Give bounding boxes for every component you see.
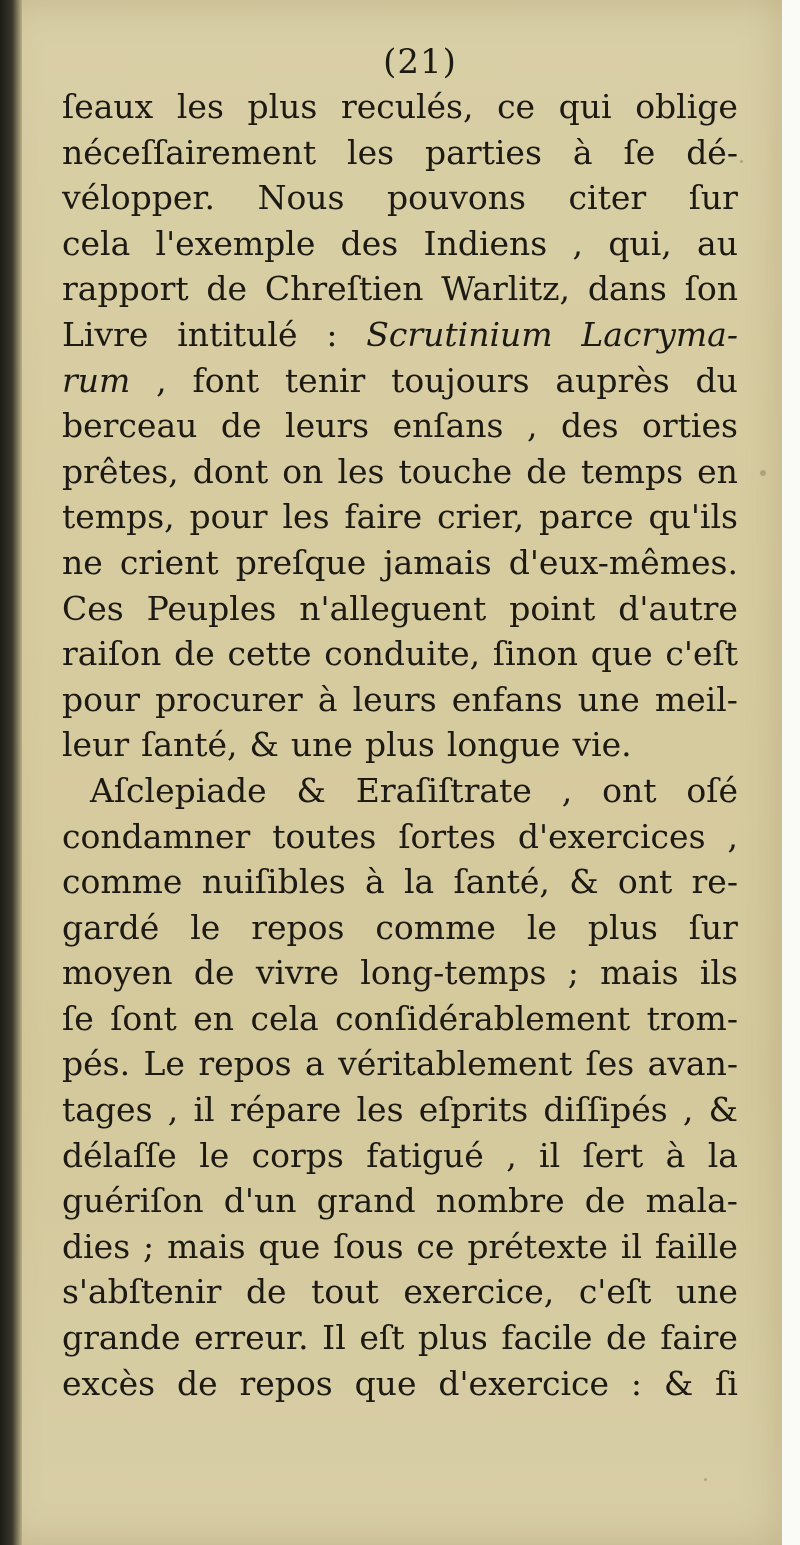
word: à	[365, 862, 385, 902]
word: erreur.	[194, 1318, 309, 1358]
word: leurs	[285, 406, 370, 446]
word: excès	[62, 1363, 156, 1403]
word: Ces	[62, 588, 124, 628]
word: ,	[167, 1090, 179, 1130]
word: long-temps	[360, 953, 547, 993]
text-lines	[62, 84, 738, 1406]
word: longue	[446, 725, 561, 765]
word: guériſon	[62, 1181, 204, 1221]
word: les	[347, 132, 395, 172]
word: comme	[62, 862, 183, 902]
ink-speck	[704, 1478, 707, 1481]
word: plus	[364, 725, 435, 765]
word: leur	[62, 725, 130, 765]
word: vélopper.	[62, 178, 216, 218]
word: diſſipés	[543, 1090, 668, 1130]
word: ,	[156, 360, 167, 400]
text-line	[62, 586, 738, 632]
word: orties	[642, 406, 738, 446]
word: toutes	[272, 816, 377, 856]
word: ſanté,	[453, 862, 550, 902]
word: une	[675, 1272, 738, 1312]
word: mala-	[645, 1181, 738, 1221]
word: d'un	[223, 1181, 297, 1221]
word: Livre	[62, 314, 149, 354]
word: Le	[143, 1044, 185, 1084]
word: que	[354, 1363, 417, 1403]
word: exercice,	[403, 1272, 555, 1312]
word: des	[340, 223, 399, 263]
word: cela	[250, 998, 319, 1038]
word: vivre	[255, 953, 339, 993]
word: de	[526, 451, 567, 491]
text-line	[62, 1315, 738, 1361]
word: Chreſtien	[264, 269, 424, 309]
text-line	[62, 814, 738, 860]
word: véritablement	[338, 1044, 573, 1084]
word: ſeaux	[62, 87, 154, 126]
word: du	[695, 360, 738, 400]
word: auprès	[555, 360, 670, 400]
word: les	[282, 497, 330, 537]
word: procurer	[155, 679, 303, 719]
text-line	[62, 1178, 738, 1224]
word: en	[697, 451, 738, 491]
word: la	[403, 862, 435, 902]
word: repos	[198, 1044, 292, 1084]
text-line	[62, 449, 738, 495]
word: nombre	[435, 1181, 565, 1221]
word: leurs	[352, 679, 437, 719]
word: crient	[119, 542, 219, 582]
word: ce	[416, 1226, 455, 1266]
word: que	[590, 634, 653, 674]
word: :	[630, 1363, 643, 1403]
word: Indiens	[423, 223, 548, 263]
text-line	[62, 1041, 738, 1087]
page-text	[62, 40, 738, 1406]
word: plus	[247, 87, 318, 126]
word: Eraſiſtrate	[355, 770, 532, 810]
text-line	[62, 722, 738, 768]
word: prêtes,	[62, 451, 179, 491]
word: à	[317, 679, 338, 719]
word: ſanté,	[141, 725, 238, 765]
text-line	[62, 540, 738, 586]
word: conſidérablement	[335, 998, 631, 1038]
word: pés.	[62, 1044, 131, 1084]
text-line	[62, 768, 738, 814]
word: preſque	[235, 542, 367, 582]
word: fatigué	[366, 1135, 484, 1175]
word: rapport	[62, 269, 189, 309]
word: plus	[587, 907, 658, 947]
word: le	[199, 1135, 230, 1175]
word: ſe	[62, 998, 94, 1038]
word: qui	[558, 87, 612, 126]
word: n'alleguent	[299, 588, 487, 628]
text-line	[62, 1133, 738, 1179]
text-line	[62, 1087, 738, 1133]
word: ſon	[684, 269, 738, 309]
word: berceau	[62, 406, 198, 446]
word: Peuples	[146, 588, 277, 628]
word: des	[560, 406, 619, 446]
word: s'abſtenir	[62, 1272, 222, 1312]
word: ,	[572, 223, 584, 263]
word: Lacryma-	[581, 314, 738, 354]
word: parce	[538, 497, 634, 537]
word: ,	[526, 406, 538, 446]
word: les	[337, 451, 385, 491]
text-line	[62, 677, 738, 723]
word: grand	[316, 1181, 416, 1221]
word: repos	[251, 907, 345, 947]
word: rum	[62, 360, 131, 400]
text-line	[62, 1269, 738, 1315]
word: que	[258, 1226, 321, 1266]
word: toujours	[391, 360, 530, 400]
word: répare	[229, 1090, 342, 1130]
word: une	[577, 679, 640, 719]
word: d'autre	[618, 588, 738, 628]
word: la	[707, 1135, 738, 1175]
word: de	[584, 1181, 626, 1221]
word: ſur	[688, 178, 738, 218]
word: cela	[62, 223, 131, 263]
word: facile	[501, 1318, 593, 1358]
word: tout	[311, 1272, 379, 1312]
word: touche	[398, 451, 513, 491]
word: jamais	[383, 542, 492, 582]
text-line	[62, 84, 738, 130]
word: temps	[580, 451, 684, 491]
word: ſi	[715, 1363, 738, 1403]
word: ſortes	[398, 816, 496, 856]
word: eſprits	[418, 1090, 529, 1130]
word: Scrutinium	[366, 314, 553, 354]
word: Nous	[257, 178, 345, 218]
word: ,	[561, 770, 573, 810]
text-line	[62, 175, 738, 221]
word: pour	[62, 679, 141, 719]
word: font	[192, 360, 260, 400]
ink-speck	[760, 470, 766, 476]
word: délaſſe	[62, 1135, 177, 1175]
word: d'exercice	[438, 1363, 610, 1403]
word: ſur	[688, 907, 738, 947]
word: de	[605, 1318, 647, 1358]
word: cette	[227, 634, 312, 674]
word: ſinon	[492, 634, 578, 674]
word: corps	[251, 1135, 344, 1175]
word: faire	[660, 1318, 738, 1358]
word: plus	[417, 1318, 488, 1358]
word: &	[663, 1363, 694, 1403]
word: faire	[344, 497, 423, 537]
word: trom-	[646, 998, 738, 1038]
word: eſt	[359, 1318, 405, 1358]
word: Aſclepiade	[90, 770, 267, 810]
word: ce	[497, 87, 536, 126]
word: prétexte	[467, 1226, 608, 1266]
word: dont	[192, 451, 269, 491]
word: ils	[699, 953, 738, 993]
word: ,	[506, 1135, 517, 1175]
word: d'exercices	[517, 816, 706, 856]
word: meil-	[654, 679, 738, 719]
word: qu'ils	[648, 497, 738, 537]
word: enſans	[392, 406, 504, 446]
word: vie.	[572, 725, 632, 765]
binding-edge	[0, 0, 22, 1545]
scan-margin	[782, 0, 800, 1545]
word: c'eſt	[665, 634, 738, 674]
text-line	[62, 266, 738, 312]
word: de	[206, 269, 248, 309]
word: repos	[239, 1363, 333, 1403]
word: &	[708, 1090, 738, 1130]
text-line	[62, 631, 738, 677]
word: de	[193, 953, 235, 993]
word: de	[176, 1363, 218, 1403]
word: il	[539, 1135, 561, 1175]
word: une	[290, 725, 353, 765]
word: &	[296, 770, 326, 810]
word: dans	[587, 269, 667, 309]
page-number: (21)	[383, 42, 457, 82]
word: l'exemple	[155, 223, 316, 263]
word: dies	[62, 1226, 131, 1266]
word: de	[245, 1272, 287, 1312]
word: pouvons	[387, 178, 526, 218]
word: ;	[567, 953, 579, 993]
word: crier,	[437, 497, 525, 537]
word: faille	[654, 1226, 738, 1266]
word: avan-	[647, 1044, 738, 1084]
word: nuiſibles	[201, 862, 346, 902]
word: néceſſairement	[62, 132, 317, 172]
word: ,	[682, 1090, 694, 1130]
word: point	[509, 588, 596, 628]
word: ſont	[110, 998, 177, 1038]
text-line	[62, 130, 738, 176]
text-line	[62, 1361, 738, 1407]
word: les	[176, 87, 224, 126]
word: temps,	[62, 497, 175, 537]
word: il	[193, 1090, 215, 1130]
word: pour	[189, 497, 268, 537]
word: reculés,	[340, 87, 474, 126]
text-line	[62, 312, 738, 358]
word: ont	[617, 862, 673, 902]
word: ;	[143, 1226, 155, 1266]
text-line	[62, 403, 738, 449]
text-line	[62, 859, 738, 905]
word: dé-	[686, 132, 738, 172]
word: :	[326, 314, 338, 354]
word: en	[193, 998, 235, 1038]
word: à	[665, 1135, 686, 1175]
text-line	[62, 221, 738, 267]
word: il	[620, 1226, 642, 1266]
word: de	[174, 634, 215, 674]
word: gardé	[62, 907, 160, 947]
text-line	[62, 905, 738, 951]
word: le	[526, 907, 557, 947]
ink-speck	[740, 160, 743, 163]
word: moyen	[62, 953, 173, 993]
text-line	[62, 996, 738, 1042]
word: enfans	[451, 679, 563, 719]
text-line	[62, 1224, 738, 1270]
word: tenir	[284, 360, 366, 400]
word: ont	[602, 770, 657, 810]
word: grande	[62, 1318, 181, 1358]
word: Il	[322, 1318, 346, 1358]
word: oblige	[635, 87, 738, 126]
word: à	[572, 132, 593, 172]
word: ſous	[333, 1226, 404, 1266]
word: ,	[727, 816, 738, 856]
word: les	[356, 1090, 404, 1130]
word: parties	[425, 132, 542, 172]
word: on	[282, 451, 324, 491]
word: a	[305, 1044, 325, 1084]
word: ne	[62, 542, 103, 582]
word: au	[697, 223, 738, 263]
word: &	[249, 725, 279, 765]
word: ſert	[582, 1135, 644, 1175]
word: tages	[62, 1090, 153, 1130]
word: oſé	[686, 770, 738, 810]
word: intitulé	[177, 314, 298, 354]
word: conduite,	[324, 634, 481, 674]
word: re-	[691, 862, 738, 902]
word: ſe	[623, 132, 656, 172]
word: de	[220, 406, 262, 446]
word: qui,	[608, 223, 672, 263]
word: c'eſt	[578, 1272, 652, 1312]
text-line	[62, 950, 738, 996]
text-line	[62, 358, 738, 404]
word: raiſon	[62, 634, 162, 674]
word: comme	[375, 907, 496, 947]
word: citer	[568, 178, 647, 218]
word: le	[190, 907, 221, 947]
word: mais	[167, 1226, 246, 1266]
text-line	[62, 494, 738, 540]
word: condamner	[62, 816, 251, 856]
word: d'eux-mêmes.	[508, 542, 738, 582]
word: ſes	[585, 1044, 635, 1084]
word: mais	[600, 953, 679, 993]
word: Warlitz,	[441, 269, 571, 309]
word: &	[569, 862, 599, 902]
